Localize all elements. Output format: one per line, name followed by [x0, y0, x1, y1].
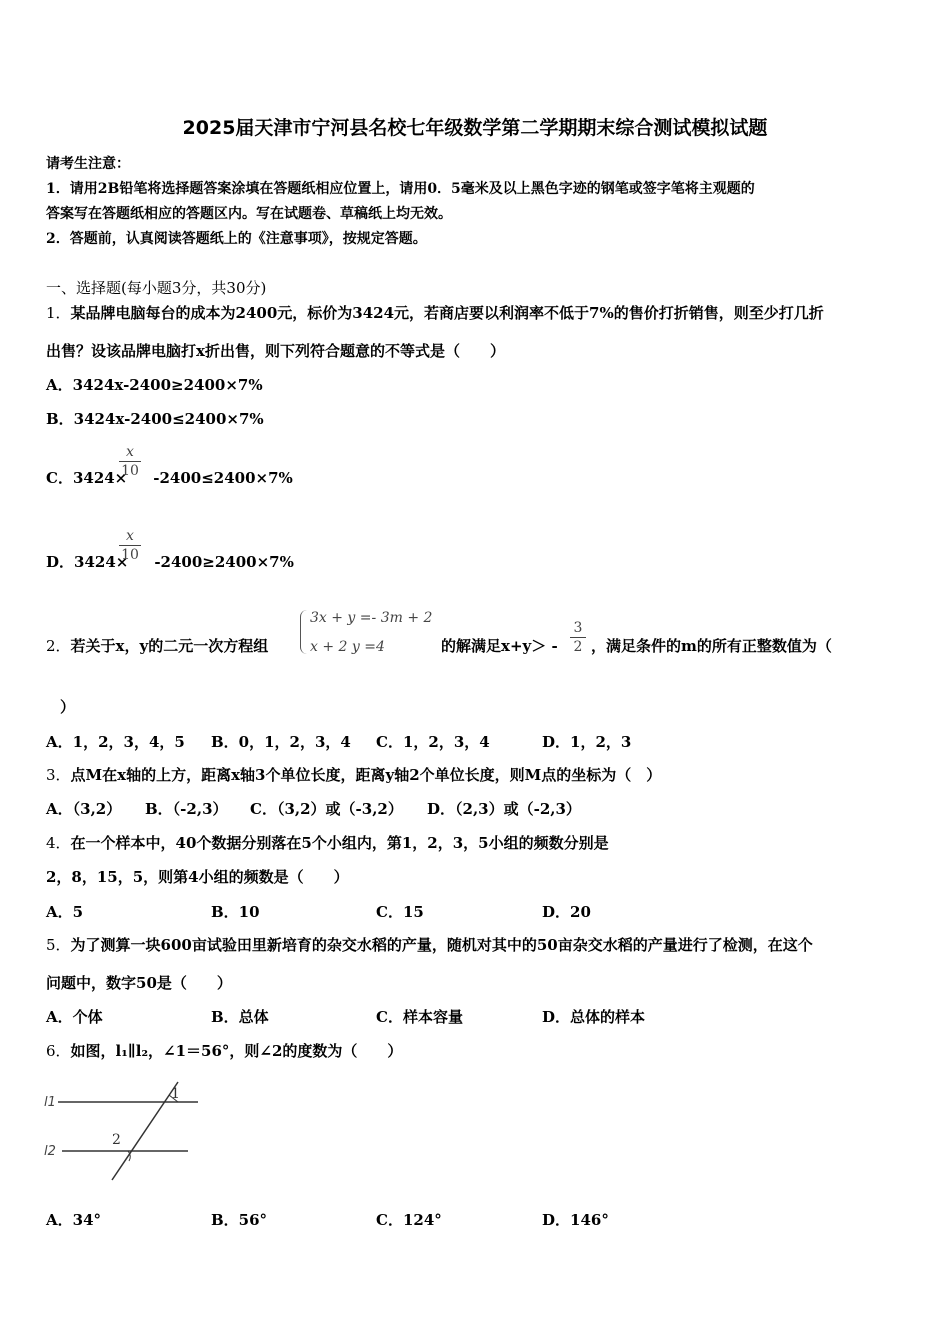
- question-4-line-2: 2，8，15，5，则第4小组的频数是（ ）: [46, 868, 349, 886]
- option-b: B．3424x-2400≤2400×7%: [46, 410, 264, 428]
- option-b: B．10: [211, 903, 260, 921]
- option-c: [46, 467, 293, 488]
- option-d: D．（2,3）或（-2,3）: [427, 800, 581, 818]
- fraction-denominator: 10: [121, 547, 139, 563]
- fraction-3-over-2: [570, 619, 586, 656]
- angle-2-label: 2: [112, 1132, 121, 1148]
- question-1-line-2: 出售？设该品牌电脑打x折出售，则下列符合题意的不等式是（ ）: [46, 342, 505, 360]
- option-d: [46, 551, 294, 572]
- fraction-numerator: x: [126, 528, 134, 544]
- option-a: A．（3,2）: [46, 800, 122, 818]
- question-2-condition: 的解满足x+y＞ -: [441, 637, 558, 655]
- option-d: D．146°: [542, 1211, 609, 1229]
- question-5-line-1: [46, 934, 813, 955]
- question-3: [46, 764, 661, 785]
- option-d: D．20: [542, 903, 591, 921]
- question-2-text-end: ，满足条件的m的所有正整数值为（: [591, 637, 832, 655]
- fraction-x-over-10: [119, 443, 141, 480]
- fraction-x-over-10: [119, 527, 141, 564]
- notice-item-1-line-1: 1．请用2B铅笔将选择题答案涂填在答题纸相应位置上，请用0．5毫米及以上黑色字迹的钢笔或签字笔将主观题的: [46, 181, 755, 197]
- parallel-lines-figure: [40, 1078, 210, 1188]
- label-l2: l2: [44, 1144, 56, 1159]
- question-text: 为了测算一块600亩试验田里新培育的杂交水稻的产量，随机对其中的50亩杂交水稻的产量进行了检测，在这个: [70, 936, 813, 954]
- question-4-line-1: [46, 832, 609, 853]
- equation-2: x + 2 y =4: [310, 639, 385, 655]
- notice-item-2: 2．答题前，认真阅读答题纸上的《注意事项》，按规定答题。: [46, 231, 427, 247]
- option-d-prefix: D．3424×: [46, 553, 129, 571]
- question-text: 在一个样本中，40个数据分别落在5个小组内，第1，2，3，5小组的频数分别是: [70, 834, 609, 852]
- fraction-denominator: 2: [573, 639, 583, 655]
- question-text: 如图，l₁∥l₂，∠1＝56°，则∠2的度数为（ ）: [70, 1042, 403, 1060]
- question-text: 若关于x，y的二元一次方程组: [70, 637, 269, 655]
- page-title: 2025届天津市宁河县名校七年级数学第二学期期末综合测试模拟试题: [182, 117, 768, 139]
- question-2-close-paren: ）: [60, 698, 76, 716]
- equation-system: [300, 608, 440, 658]
- option-c-prefix: C．3424×: [46, 469, 128, 487]
- question-1-line-1: [46, 302, 824, 323]
- option-c: C．（3,2）或（-3,2）: [250, 800, 403, 818]
- equation-1: 3x + y =- 3m + 2: [310, 610, 433, 626]
- option-a: A．3424x-2400≥2400×7%: [46, 376, 263, 394]
- option-b: B．总体: [211, 1008, 269, 1026]
- option-d: D．1，2，3: [542, 733, 632, 751]
- angle-1-label: 1: [171, 1086, 180, 1102]
- option-a: A．5: [46, 903, 84, 921]
- option-a: A．个体: [46, 1008, 103, 1026]
- option-c-suffix: -2400≤2400×7%: [153, 469, 293, 487]
- option-d: D．总体的样本: [542, 1008, 646, 1026]
- option-a: A．34°: [46, 1211, 102, 1229]
- fraction-denominator: 10: [121, 463, 139, 479]
- option-d-suffix: -2400≥2400×7%: [154, 553, 294, 571]
- option-b: B．0，1，2，3，4: [211, 733, 351, 751]
- question-6: [46, 1040, 402, 1061]
- question-2-text-start: [46, 635, 268, 656]
- question-text: 点M在x轴的上方，距离x轴3个单位长度，距离y轴2个单位长度，则M点的坐标为（ ）: [70, 766, 662, 784]
- fraction-numerator: 3: [573, 620, 583, 636]
- question-number: 5．: [46, 936, 71, 954]
- question-5-line-2: 问题中，数字50是（ ）: [46, 974, 232, 992]
- option-b: B．56°: [211, 1211, 268, 1229]
- label-l1: l1: [44, 1095, 56, 1110]
- question-number: 3．: [46, 766, 71, 784]
- fraction-numerator: x: [126, 444, 134, 460]
- notice-heading: 请考生注意：: [46, 156, 130, 172]
- question-number: 4．: [46, 834, 71, 852]
- option-c: C．15: [376, 903, 424, 921]
- transversal-line: [112, 1082, 178, 1180]
- notice-item-1-line-2: 答案写在答题纸相应的答题区内。写在试题卷、草稿纸上均无效。: [46, 206, 452, 222]
- question-number: 2．: [46, 637, 71, 655]
- section-heading: 一、选择题(每小题3分，共30分): [46, 279, 267, 297]
- question-text: 某品牌电脑每台的成本为2400元，标价为3424元，若商店要以利润率不低于7%的售价打折销售，则至少打几折: [70, 304, 824, 322]
- option-c: C．样本容量: [376, 1008, 463, 1026]
- question-number: 6．: [46, 1042, 71, 1060]
- option-c: C．124°: [376, 1211, 442, 1229]
- question-number: 1．: [46, 304, 71, 322]
- option-c: C．1，2，3，4: [376, 733, 490, 751]
- option-a: A．1，2，3，4，5: [46, 733, 185, 751]
- option-b: B．（-2,3）: [145, 800, 228, 818]
